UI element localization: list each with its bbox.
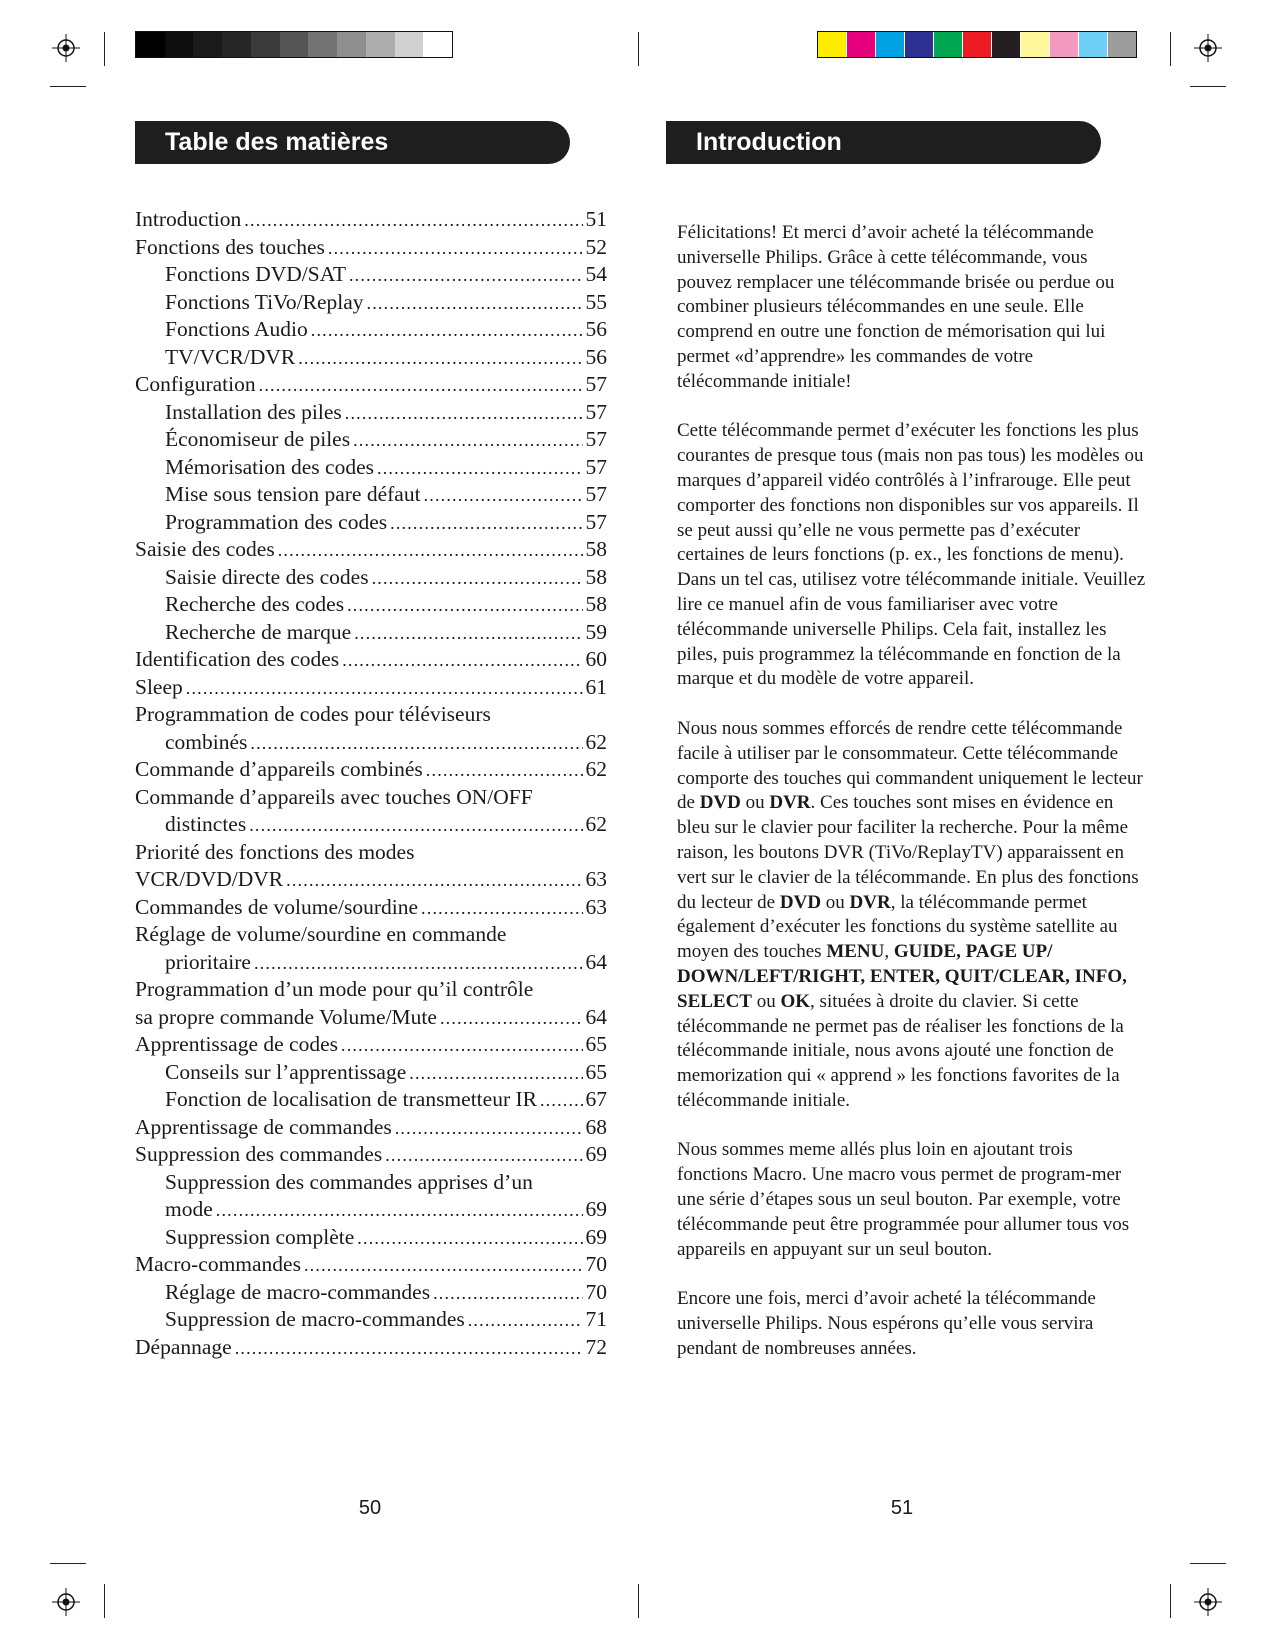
toc-entry-page: 67 (585, 1087, 607, 1111)
color-swatch (963, 32, 992, 57)
toc-entry-page: 57 (585, 482, 607, 506)
toc-leader-dots (426, 756, 583, 785)
gray-swatch (165, 32, 194, 57)
toc-leader-dots (250, 729, 582, 758)
toc-entry-label: Commande d’appareils combinés (135, 757, 423, 781)
toc-header: Table des matières (135, 121, 570, 164)
text-run: , situées à droite du clavier. Si cette télécommande ne permet pas de réaliser les fonctions de la télécommande initiale, nous avons ajouté une fonction de memorization qui « apprend » les fonctions favorites de la télécommande initiale. (677, 990, 1124, 1111)
toc-entry-label: Sleep (135, 674, 183, 699)
toc-entry (135, 371, 607, 399)
toc-entry-label: TV/VCR/DVR (165, 344, 296, 369)
toc-entry-label: distinctes (165, 812, 247, 836)
text-run: . Ces touches sont mises en évidence en bleu sur le clavier pour faciliter la recherche. Pour la même raison, les boutons DVR (TiVo/ReplayTV) apparaissent en vert sur le clavier de la télécommande. En plus des fonctions du lecteur de (677, 792, 1139, 913)
toc-entry (135, 1141, 607, 1169)
toc-leader-dots (216, 1196, 583, 1225)
gray-swatch (423, 32, 452, 57)
toc-entry-page: 56 (585, 317, 607, 341)
toc-leader-dots (311, 316, 583, 345)
toc-entry-page: 51 (585, 207, 607, 231)
toc-leader-dots (349, 261, 583, 290)
toc-leader-dots (278, 536, 583, 565)
toc-entry-label: Économiseur de piles (165, 427, 351, 451)
toc-entry-label: VCR/DVD/DVR (135, 867, 284, 891)
bold-text: DVD (779, 891, 822, 913)
toc-leader-dots (345, 399, 583, 428)
crop-mark (50, 86, 86, 87)
gray-swatch (308, 32, 337, 57)
toc-leader-dots (254, 949, 583, 978)
toc-entry-page: 70 (585, 1279, 607, 1304)
toc-entry-page: 65 (585, 1059, 607, 1084)
toc-entry (135, 701, 607, 729)
text-run: ou (740, 792, 770, 814)
toc-entry-label: Saisie directe des codes (165, 564, 369, 589)
toc-entry (135, 316, 607, 344)
toc-entry-page: 63 (585, 867, 607, 891)
color-swatch (905, 32, 934, 57)
toc-leader-dots (409, 1059, 582, 1088)
gray-swatch (280, 32, 309, 57)
toc-leader-dots (235, 1334, 583, 1363)
bold-text: DVR (769, 792, 811, 814)
gray-swatch (251, 32, 280, 57)
toc-entry (135, 1004, 607, 1032)
registration-mark-icon (52, 1588, 80, 1616)
toc-entry-label: Suppression complète (165, 1224, 355, 1249)
toc-entry (135, 1251, 607, 1279)
toc-entry (135, 1059, 607, 1087)
toc-leader-dots (353, 426, 582, 455)
toc-entry-label: Dépannage (135, 1334, 232, 1359)
text-run: , la télécommande permet également d’exécuter les fonctions du système satellite au moyen des touches (677, 891, 1118, 963)
toc-entry-page: 57 (585, 509, 607, 534)
toc-entry-label: Réglage de macro-commandes (165, 1279, 431, 1304)
toc-entry-label: Identification des codes (135, 647, 340, 671)
toc-entry-page: 59 (585, 619, 607, 644)
toc-entry-page: 58 (585, 537, 607, 561)
toc-entry-page: 62 (585, 757, 607, 781)
toc-entry-label: Mise sous tension pare défaut (165, 482, 421, 506)
toc-entry-label: Recherche des codes (165, 592, 345, 616)
toc-entry-page: 68 (585, 1114, 607, 1139)
gray-swatch (395, 32, 424, 57)
toc-entry-page: 71 (585, 1307, 607, 1331)
toc-entry (135, 949, 607, 977)
text-run: Nous sommes meme allés plus loin en ajoutant trois fonctions Macro. Une macro vous permet de program-mer une série d’étapes sous un seul bouton. Par exemple, votre télécommande peut être programmée pour allumer tous vos appareils en appuyant sur un seul bouton. (677, 1139, 1130, 1260)
bold-text: MENU (826, 941, 885, 963)
toc-entry-page: 57 (585, 372, 607, 396)
toc-entry (135, 784, 607, 812)
intro-paragraph (677, 717, 1147, 1114)
toc-leader-dots (341, 1031, 583, 1060)
toc-leader-dots (357, 1224, 582, 1253)
page-number-left: 50 (358, 1497, 382, 1519)
color-calibration-bar (817, 31, 1137, 58)
color-swatch (1108, 32, 1136, 57)
gray-swatch (337, 32, 366, 57)
registration-mark-icon (1194, 1588, 1222, 1616)
page-number-right: 51 (890, 1497, 914, 1519)
text-run: ou (751, 990, 781, 1012)
toc-entry-page: 65 (585, 1032, 607, 1056)
toc-leader-dots (249, 811, 582, 840)
toc-entry (135, 426, 607, 454)
intro-paragraph (677, 1287, 1147, 1361)
toc-leader-dots (468, 1306, 583, 1335)
toc-entry (135, 591, 607, 619)
toc-entry-label: mode (165, 1197, 213, 1221)
toc-entry-label: Saisie des codes (135, 537, 275, 561)
color-swatch (992, 32, 1021, 57)
toc-entry-label: Suppression des commandes apprises d’un (165, 1169, 533, 1194)
crop-mark (104, 32, 105, 66)
text-run: , (884, 941, 894, 963)
toc-leader-dots (395, 1114, 583, 1143)
toc-entry-label: sa propre commande Volume/Mute (135, 1004, 437, 1029)
toc-entry (135, 454, 607, 482)
text-run: Encore une fois, merci d’avoir acheté la télécommande universelle Philips. Nous espérons qu’elle vous servira pendant de nombreuses années. (677, 1288, 1096, 1359)
toc-leader-dots (354, 619, 582, 648)
toc-leader-dots (377, 454, 583, 483)
toc-entry-page: 69 (585, 1224, 607, 1249)
toc-entry-label: Configuration (135, 372, 256, 396)
color-swatch (1050, 32, 1079, 57)
toc-entry-page: 69 (585, 1197, 607, 1221)
toc-entry-page: 54 (585, 262, 607, 286)
toc-entry-label: Apprentissage de codes (135, 1032, 338, 1056)
toc-entry (135, 729, 607, 757)
toc-leader-dots (186, 674, 583, 703)
color-swatch (818, 32, 847, 57)
toc-entry (135, 1334, 607, 1362)
toc-entry (135, 289, 607, 317)
toc-leader-dots (298, 344, 582, 373)
text-run: Félicitations! Et merci d’avoir acheté la télécommande universelle Philips. Grâce à cette télécommande, vous pouvez remplacer une télécommande brisée ou perdue ou combiner plusieurs télécommandes en une seule. Elle comprend en outre une fonction de mémorisation qui lui permet «d’apprendre» les commandes de votre télécommande initiale! (677, 222, 1115, 392)
toc-entry-label: Mémorisation des codes (165, 454, 374, 479)
toc-entry-page: 58 (585, 564, 607, 589)
toc-entry-label: Programmation des codes (165, 509, 388, 534)
toc-entry-page: 69 (585, 1142, 607, 1166)
toc-entry-page: 55 (585, 289, 607, 314)
bold-text: DVD (699, 792, 741, 814)
toc-entry-label: prioritaire (165, 949, 251, 974)
introduction-header: Introduction (666, 121, 1101, 164)
toc-entry-label: Fonctions DVD/SAT (165, 262, 346, 286)
toc-leader-dots (372, 564, 583, 593)
intro-paragraph (677, 221, 1147, 395)
toc-entry-label: Commandes de volume/sourdine (135, 894, 419, 919)
toc-entry-label: Conseils sur l’apprentissage (165, 1059, 407, 1084)
toc-entry-label: Introduction (135, 207, 242, 231)
toc-entry-page: 63 (585, 894, 607, 919)
toc-entry (135, 234, 607, 262)
toc-entry (135, 536, 607, 564)
toc-entry-page: 72 (585, 1334, 607, 1359)
text-run: Cette télécommande permet d’exécuter les fonctions les plus courantes de presque tous (mais non pas tous) les modèles ou marques d’appareil vidéo contrôlés à l’infrarouge. Elle peut comporter des fonctions non disponibles sur vos appareils. Il se peut aussi qu’elle ne vous permette pas d’exécuter certaines de leurs fonctions (p. ex., les fonctions de menu). Dans un tel cas, utilisez votre télécommande initiale. Veuillez lire ce manuel afin de vous familiariser avec votre télécommande universelle Philips. Cela fait, installez les piles, puis programmez la télécommande en fonction de la marque et du modèle de votre appareil. (677, 420, 1146, 690)
toc-entry (135, 1306, 607, 1334)
toc-entry (135, 1224, 607, 1252)
color-swatch (847, 32, 876, 57)
toc-entry (135, 756, 607, 784)
toc-entry (135, 261, 607, 289)
toc-entry-page: 57 (585, 399, 607, 424)
crop-mark (1170, 1584, 1171, 1618)
crop-mark (50, 1563, 86, 1564)
toc-entry (135, 976, 607, 1004)
crop-mark (104, 1584, 105, 1618)
toc-entry-page: 62 (585, 729, 607, 754)
toc-entry-page: 64 (585, 1004, 607, 1029)
color-swatch (1021, 32, 1050, 57)
gray-swatch (136, 32, 165, 57)
gray-swatch (366, 32, 395, 57)
table-of-contents (135, 206, 607, 1361)
toc-entry-page: 64 (585, 949, 607, 974)
toc-entry (135, 674, 607, 702)
registration-mark-icon (52, 34, 80, 62)
toc-entry (135, 1114, 607, 1142)
toc-entry-label: Suppression des commandes (135, 1142, 383, 1166)
toc-leader-dots (390, 509, 582, 538)
toc-entry (135, 1031, 607, 1059)
bold-text: OK (780, 990, 811, 1012)
toc-entry (135, 481, 607, 509)
crop-mark (1190, 1563, 1226, 1564)
toc-entry (135, 344, 607, 372)
intro-paragraph (677, 1138, 1147, 1262)
toc-entry (135, 206, 607, 234)
color-swatch (934, 32, 963, 57)
toc-entry-page: 57 (585, 454, 607, 479)
toc-entry (135, 1169, 607, 1197)
crop-mark (638, 1584, 639, 1618)
toc-entry-label: Réglage de volume/sourdine en commande (135, 922, 507, 946)
grayscale-calibration-bar (135, 31, 453, 58)
toc-leader-dots (421, 894, 582, 923)
toc-leader-dots (367, 289, 583, 318)
toc-entry (135, 811, 607, 839)
toc-leader-dots (304, 1251, 583, 1280)
toc-leader-dots (540, 1086, 583, 1115)
toc-entry-label: Fonctions des touches (135, 234, 325, 259)
toc-leader-dots (244, 206, 582, 235)
crop-mark (1190, 86, 1226, 87)
toc-leader-dots (328, 234, 583, 263)
toc-entry-label: Programmation de codes pour téléviseurs (135, 702, 491, 726)
toc-entry (135, 866, 607, 894)
crop-mark (1170, 32, 1171, 66)
crop-mark (638, 32, 639, 66)
toc-entry-label: Programmation d’un mode pour qu’il contrôle (135, 977, 534, 1001)
toc-leader-dots (433, 1279, 582, 1308)
toc-leader-dots (342, 646, 582, 675)
toc-entry-label: Recherche de marque (165, 619, 352, 644)
toc-entry-label: Commande d’appareils avec touches ON/OFF (135, 784, 533, 809)
toc-leader-dots (347, 591, 582, 620)
toc-entry-page: 70 (585, 1252, 607, 1276)
text-run: ou (821, 891, 850, 913)
toc-leader-dots (424, 481, 583, 510)
color-swatch (876, 32, 905, 57)
toc-leader-dots (286, 866, 582, 895)
toc-entry-label: Installation des piles (165, 399, 342, 424)
gray-swatch (193, 32, 222, 57)
toc-entry (135, 564, 607, 592)
toc-entry (135, 1279, 607, 1307)
toc-entry-label: Apprentissage de commandes (135, 1114, 392, 1139)
toc-entry-label: Fonctions TiVo/Replay (165, 289, 364, 314)
toc-entry (135, 839, 607, 867)
gray-swatch (222, 32, 251, 57)
bold-text: DVR (849, 891, 891, 913)
intro-paragraph (677, 419, 1147, 692)
color-swatch (1079, 32, 1108, 57)
toc-entry-page: 52 (585, 234, 607, 259)
bold-text: GUIDE, PAGE UP/ DOWN/LEFT/RIGHT, ENTER, QUIT/CLEAR, INFO, SELECT (677, 941, 1127, 1012)
toc-entry-label: Suppression de macro-commandes (165, 1307, 465, 1331)
toc-entry-page: 61 (585, 674, 607, 699)
toc-entry-label: Fonction de localisation de transmetteur IR (165, 1087, 537, 1111)
toc-entry-label: Priorité des fonctions des modes (135, 839, 415, 864)
toc-entry (135, 1086, 607, 1114)
toc-leader-dots (440, 1004, 583, 1033)
toc-entry-label: combinés (165, 729, 248, 754)
toc-entry (135, 646, 607, 674)
toc-entry-page: 58 (585, 592, 607, 616)
toc-leader-dots (385, 1141, 582, 1170)
introduction-text (677, 221, 1147, 1386)
toc-entry (135, 921, 607, 949)
toc-entry-page: 60 (585, 647, 607, 671)
toc-entry (135, 894, 607, 922)
toc-entry-label: Macro-commandes (135, 1252, 301, 1276)
toc-entry-page: 57 (585, 427, 607, 451)
toc-leader-dots (259, 371, 583, 400)
toc-entry-label: Fonctions Audio (165, 317, 308, 341)
toc-entry-page: 56 (585, 344, 607, 369)
text-run: Nous nous sommes efforcés de rendre cette télécommande facile à utiliser par le consommateur. Cette télécommande comporte des touches qui commandent uniquement le lecteur de (677, 717, 1143, 814)
toc-entry (135, 1196, 607, 1224)
toc-entry (135, 619, 607, 647)
toc-entry (135, 509, 607, 537)
toc-entry-page: 62 (585, 812, 607, 836)
toc-entry (135, 399, 607, 427)
registration-mark-icon (1194, 34, 1222, 62)
